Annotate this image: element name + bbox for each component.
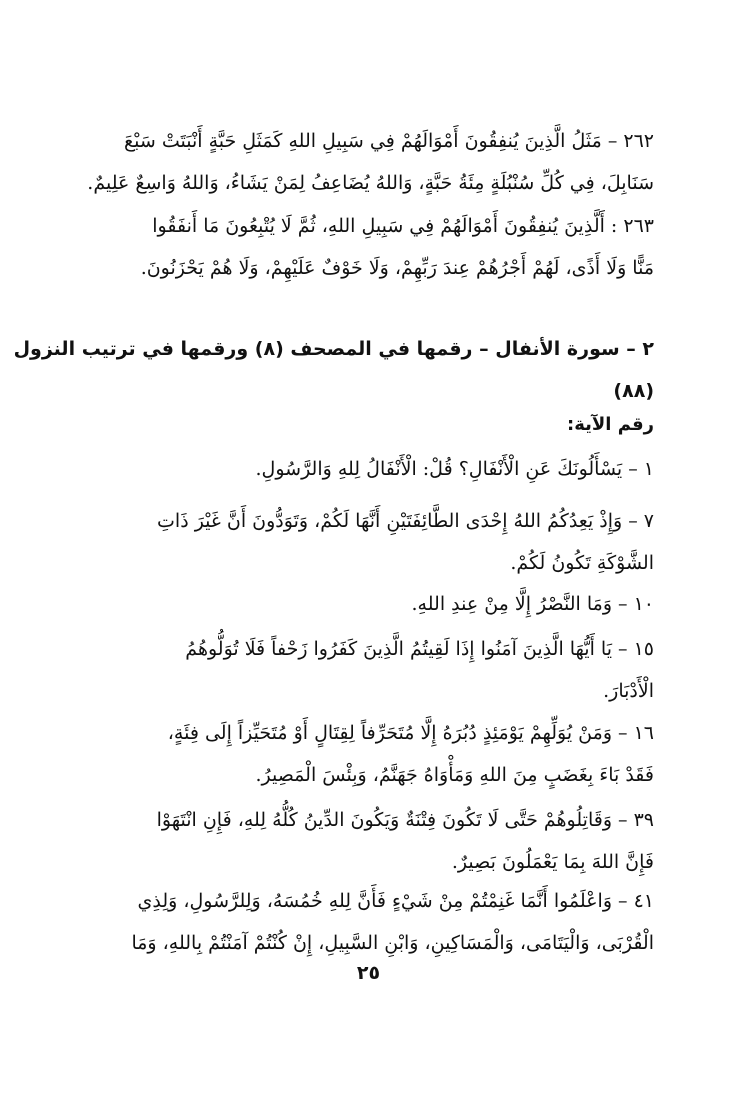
section-heading	[13, 328, 654, 412]
verse-15	[98, 628, 654, 712]
verse-263	[98, 205, 654, 289]
text-line: ٧ – وَإِذْ يَعِدُكُمُ اللهُ إِحْدَى الطَّائِفَتَيْنِ أَنَّهَا لَكُمْ، وَتَوَدُّونَ أَنَّ غَيْرَ ذَاتِ	[157, 510, 654, 532]
verse-10	[98, 583, 654, 625]
label-text: رقم الآية:	[567, 414, 654, 435]
text-line: ٤١ – وَاعْلَمُوا أَنَّمَا غَنِمْتُمْ مِنْ شَيْءٍ فَأَنَّ لِلهِ خُمُسَهُ، وَلِلرَّسُولِ، وَلِذِي	[137, 890, 654, 912]
text-line: ١٥ – يَا أَيُّهَا الَّذِينَ آمَنُوا إِذَا لَقِيتُمُ الَّذِينَ كَفَرُوا زَحْفاً فَلَا تُوَلُّوهُمُ	[185, 638, 654, 660]
text-line: سَنَابِلَ، فِي كُلِّ سُنْبُلَةٍ مِئَةُ حَبَّةٍ، وَاللهُ يُضَاعِفُ لِمَنْ يَشَاءُ، وَاللهُ وَاسِعٌ عَلِيمٌ.	[87, 172, 654, 194]
verse-number-label	[98, 404, 654, 446]
verse-39	[98, 799, 654, 883]
text-line: فَقَدْ بَاءَ بِغَضَبٍ مِنَ اللهِ وَمَأْوَاهُ جَهَنَّمُ، وَبِئْسَ الْمَصِيرُ.	[255, 764, 654, 786]
text-line: الشَّوْكَةِ تَكُونُ لَكُمْ.	[510, 552, 654, 574]
heading-line: ٢ – سورة الأنفال – رقمها في المصحف (٨) ورقمها في ترتيب النزول	[13, 338, 654, 360]
verse-41	[98, 880, 654, 964]
text-line: ٢٦٢ – مَثَلُ الَّذِينَ يُنفِقُونَ أَمْوَالَهُمْ فِي سَبِيلِ اللهِ كَمَثَلِ حَبَّةٍ أَنْبَتَتْ سَبْعَ	[124, 130, 654, 152]
verse-16	[98, 712, 654, 796]
text-line: ١٠ – وَمَا النَّصْرُ إِلَّا مِنْ عِندِ اللهِ.	[411, 593, 654, 615]
text-line: الْأَدْبَارَ.	[603, 680, 654, 702]
text-line: ١٦ – وَمَنْ يُوَلِّهِمْ يَوْمَئِذٍ دُبُرَهُ إِلَّا مُتَحَرِّفاً لِقِتَالٍ أَوْ مُتَحَيِّزاً إِلَى فِئَةٍ،	[167, 722, 654, 744]
heading-line: (٨٨)	[613, 380, 654, 402]
verse-7	[98, 500, 654, 584]
text-line: فَإِنَّ اللهَ بِمَا يَعْمَلُونَ بَصِيرٌ.	[451, 851, 654, 873]
text-line: ٣٩ – وَقَاتِلُوهُمْ حَتَّى لَا تَكُونَ فِتْنَةٌ وَيَكُونَ الدِّينُ كُلُّهُ لِلهِ، فَإِنِ انْتَهَوْا	[156, 809, 654, 831]
text-line: ٢٦٣ : أَلَّذِينَ يُنفِقُونَ أَمْوَالَهُمْ فِي سَبِيلِ اللهِ، ثُمَّ لَا يُتْبِعُونَ مَا أَنفَقُوا	[152, 215, 654, 237]
text-line: الْقُرْبَى، وَالْيَتَامَى، وَالْمَسَاكِينِ، وَابْنِ السَّبِيلِ، إِنْ كُنْتُمْ آمَنْتُمْ بِاللهِ، وَمَا	[131, 932, 654, 954]
text-line: ١ – يَسْأَلُونَكَ عَنِ الْأَنْفَالِ؟ قُلْ: الْأَنْفَالُ لِلهِ وَالرَّسُولِ.	[255, 458, 654, 480]
verse-1	[98, 448, 654, 490]
verse-262	[87, 120, 654, 204]
page-number: ٢٥	[356, 962, 381, 984]
text-line: مَنًّا وَلَا أَذًى، لَهُمْ أَجْرُهُمْ عِندَ رَبِّهِمْ، وَلَا خَوْفٌ عَلَيْهِمْ، وَلَا هُمْ يَحْزَنُونَ.	[140, 257, 654, 279]
